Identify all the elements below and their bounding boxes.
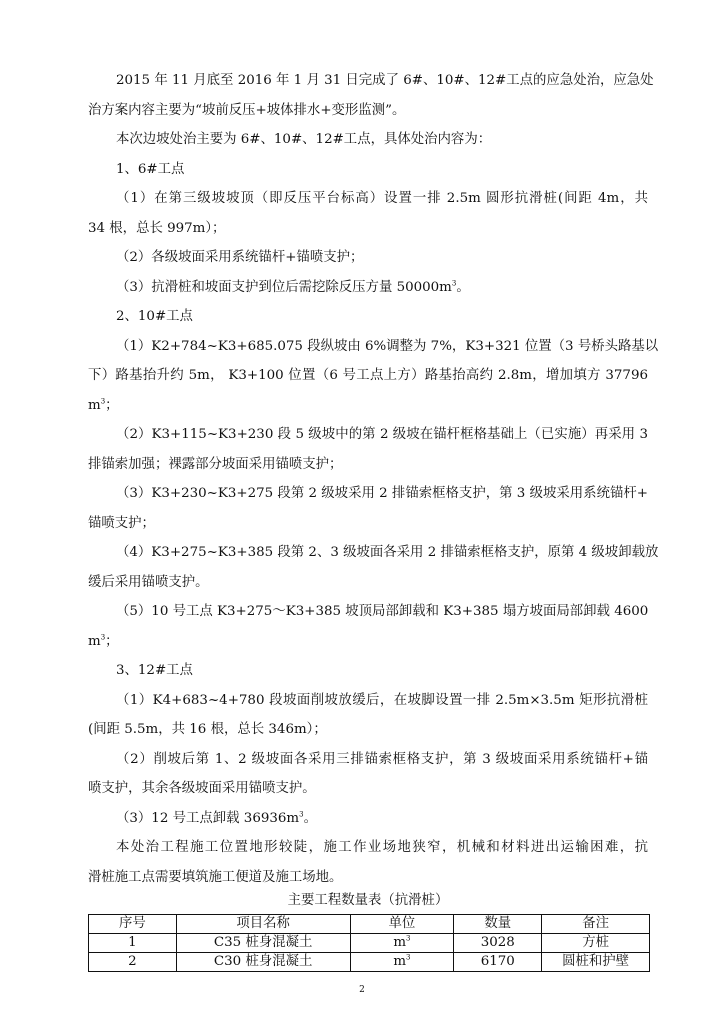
paragraph-line: （2）各级坡面采用系统锚杆+锚喷支护； bbox=[116, 250, 364, 265]
paragraph-line: 滑桩施工点需要填筑施工便道及施工场地。 bbox=[88, 870, 343, 885]
paragraph-line: 喷支护，其余各级坡面采用锚喷支护。 bbox=[88, 781, 316, 796]
section-heading: 3、12#工点 bbox=[116, 663, 193, 678]
table-row bbox=[89, 934, 650, 953]
cell-unit: $m^3$ bbox=[350, 934, 454, 953]
paragraph-line: （5）10 号工点 K3+275～K3+385 坡顶局部卸载和 K3+385 塌方坡面局部卸载 4600 bbox=[116, 604, 649, 619]
header-qty: 数量 bbox=[454, 915, 542, 934]
page-number: 2 bbox=[359, 985, 365, 995]
paragraph-line: （3）12 号工点卸载 $36936m^3$。 bbox=[116, 810, 317, 826]
table-header-row bbox=[89, 915, 650, 934]
header-name: 项目名称 bbox=[176, 915, 350, 934]
cell-note: 圆桩和护壁 bbox=[542, 953, 650, 972]
paragraph-line: 下）路基抬升约 5m， K3+100 位置（6 号工点上方）路基抬高约 2.8m，增加填方 37796 bbox=[88, 368, 648, 383]
cell-qty: 3028 bbox=[454, 934, 542, 953]
paragraph-line: （4）K3+275~K3+385 段第 2、3 级坡面各采用 2 排锚索框格支护，原第 4 级坡卸载放 bbox=[116, 545, 659, 560]
cell-no: 1 bbox=[89, 934, 177, 953]
paragraph-line: 2015 年 11 月底至 2016 年 1 月 31 日完成了 6#、10#、12#工点的应急处治，应急处 bbox=[116, 73, 654, 88]
paragraph-line: 锚喷支护； bbox=[88, 516, 155, 531]
paragraph-line: 缓后采用锚喷支护。 bbox=[88, 575, 209, 590]
cell-qty: 6170 bbox=[454, 953, 542, 972]
cell-unit: $m^3$ bbox=[350, 953, 454, 972]
paragraph-line: 本次边坡处治主要为 6#、10#、12#工点，具体处治内容为： bbox=[116, 132, 492, 147]
cell-note: 方桩 bbox=[542, 934, 650, 953]
paragraph-line: （2）K3+115~K3+230 段 5 级坡中的第 2 级坡在锚杆框格基础上（已实施）再采用 3 bbox=[116, 427, 648, 442]
header-note: 备注 bbox=[542, 915, 650, 934]
paragraph-line: （1）在第三级坡坡顶（即反压平台标高）设置一排 2.5m 圆形抗滑桩(间距 4m，共 bbox=[116, 191, 648, 206]
table-row bbox=[89, 953, 650, 972]
paragraph-line: 本处治工程施工位置地形较陡，施工作业场地狭窄，机械和材料进出运输困难，抗 bbox=[116, 840, 648, 855]
paragraph-line: $m^3$； bbox=[88, 633, 119, 649]
paragraph-line: （2）削坡后第 1、2 级坡面各采用三排锚索框格支护，第 3 级坡面采用系统锚杆+锚 bbox=[116, 752, 648, 767]
header-no: 序号 bbox=[89, 915, 177, 934]
paragraph-line: 排锚索加强；裸露部分坡面采用锚喷支护； bbox=[88, 457, 343, 472]
paragraph-line: （1）K4+683~4+780 段坡面削坡放缓后，在坡脚设置一排 2.5m×3.5m 矩形抗滑桩 bbox=[116, 693, 648, 708]
section-heading: 1、6#工点 bbox=[116, 162, 185, 177]
paragraph-line: （1）K2+784~K3+685.075 段纵坡由 6%调整为 7%，K3+321 位置（3 号桥头路基以 bbox=[116, 339, 659, 354]
cell-name: C35 桩身混凝土 bbox=[176, 934, 350, 953]
paragraph-line: （3）抗滑桩和坡面支护到位后需挖除反压方量 $50000m^3$。 bbox=[116, 279, 470, 295]
paragraph-line: 34 根，总长 997m）； bbox=[88, 221, 226, 236]
table-title: 主要工程数量表（抗滑桩） bbox=[287, 893, 449, 908]
header-unit: 单位 bbox=[350, 915, 454, 934]
cell-name: C30 桩身混凝土 bbox=[176, 953, 350, 972]
cell-no: 2 bbox=[89, 953, 177, 972]
paragraph-line: $m^3$； bbox=[88, 397, 119, 413]
quantity-table bbox=[88, 914, 650, 972]
paragraph-line: （3）K3+230~K3+275 段第 2 级坡采用 2 排锚索框格支护，第 3 级坡采用系统锚杆+ bbox=[116, 486, 648, 501]
paragraph-line: (间距 5.5m，共 16 根，总长 346m）； bbox=[88, 722, 327, 737]
paragraph-line: 治方案内容主要为“坡前反压+坡体排水+变形监测”。 bbox=[88, 103, 406, 118]
section-heading: 2、10#工点 bbox=[116, 309, 193, 324]
